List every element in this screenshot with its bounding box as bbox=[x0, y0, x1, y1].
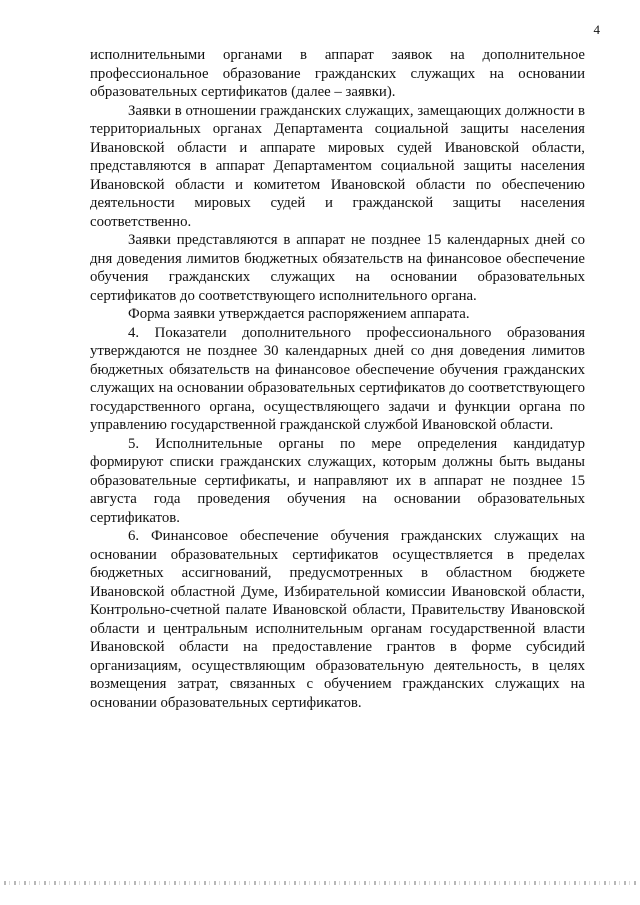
paragraph-continuation: исполнительными органами в аппарат заявок на дополнительное профессиональное образование гражданских служащих на основании образовательных сертификатов (далее – заявки). bbox=[90, 47, 585, 100]
paragraph-item-5: 5. Исполнительные органы по мере определения кандидатур формируют списки гражданских служащих, которым должны быть выданы образовательные сертификаты, и направляют их в аппарат не позднее 15 августа года проведения обучения на основании образовательных сертификатов. bbox=[90, 435, 585, 526]
paragraph-item-6: 6. Финансовое обеспечение обучения гражданских служащих на основании образовательных сертификатов осуществляется в пределах бюджетных ассигнований, предусмотренных в областном бюджете Ивановской областной Думе, Избирательной комиссии Ивановской области, Контрольно-счетной палате Ивановской области, Правительству Ивановской области и центральным исполнительным органам государственной власти Ивановской области на предоставление грантов в форме субсидий организациям, осуществляющим образовательную деятельность, в целях возмещения затрат, связанных с обучением гражданских служащих на основании образовательных сертификатов. bbox=[90, 528, 585, 711]
paragraph-territorial-bodies: Заявки в отношении гражданских служащих, замещающих должности в территориальных органах Департамента социальной защиты населения Ивановской области и аппарате мировых судей Ивановской области, представляются в аппарат Департаментом социальной защиты населения Ивановской области и комитетом Ивановской области по обеспечению деятельности мировых судей и гражданской защиты населения соответственно. bbox=[90, 102, 585, 230]
document-body bbox=[90, 46, 585, 712]
page-number: 4 bbox=[593, 22, 600, 37]
paragraph-submission-deadline: Заявки представляются в аппарат не позднее 15 календарных дней со дня доведения лимитов бюджетных обязательств на финансовое обеспечение обучения гражданских служащих на основании образовательных сертификатов до соответствующего исполнительного органа. bbox=[90, 232, 585, 304]
paragraph-item-4: 4. Показатели дополнительного профессионального образования утверждаются не позднее 30 календарных дней со дня доведения лимитов бюджетных обязательств на финансовое обеспечение обучения гражданских служащих на основании образовательных сертификатов до соответствующего государственного органа, осуществляющего задачи и функции органа по управлению государственной гражданской службой Ивановской области. bbox=[90, 324, 585, 433]
scan-edge-noise bbox=[4, 881, 636, 885]
paragraph-application-form: Форма заявки утверждается распоряжением аппарата. bbox=[128, 306, 470, 322]
